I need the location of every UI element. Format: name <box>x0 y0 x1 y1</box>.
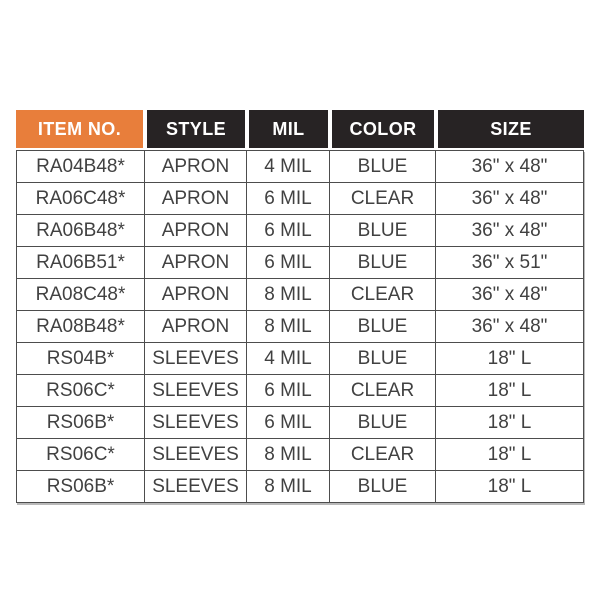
cell-size: 36" x 48" <box>436 151 583 182</box>
cell-item-no: RA06B48* <box>17 215 145 246</box>
cell-size: 36" x 48" <box>436 183 583 214</box>
column-header-color: COLOR <box>330 110 436 148</box>
cell-item-no: RS04B* <box>17 343 145 374</box>
column-header-style: STYLE <box>145 110 247 148</box>
cell-size: 18" L <box>436 375 583 406</box>
table-row <box>17 471 583 502</box>
table-row <box>17 183 583 215</box>
cell-item-no: RA08C48* <box>17 279 145 310</box>
cell-style: SLEEVES <box>145 375 247 406</box>
table-row <box>17 311 583 343</box>
cell-size: 18" L <box>436 407 583 438</box>
cell-color: CLEAR <box>330 183 436 214</box>
cell-style: APRON <box>145 183 247 214</box>
cell-color: CLEAR <box>330 439 436 470</box>
cell-style: SLEEVES <box>145 471 247 502</box>
cell-color: CLEAR <box>330 279 436 310</box>
cell-item-no: RS06C* <box>17 375 145 406</box>
table-row <box>17 215 583 247</box>
table-row <box>17 439 583 471</box>
table-row <box>17 343 583 375</box>
cell-item-no: RA06C48* <box>17 183 145 214</box>
cell-color: BLUE <box>330 311 436 342</box>
cell-size: 36" x 48" <box>436 311 583 342</box>
cell-color: BLUE <box>330 247 436 278</box>
column-header-size: SIZE <box>436 110 584 148</box>
cell-item-no: RA06B51* <box>17 247 145 278</box>
cell-size: 18" L <box>436 343 583 374</box>
cell-size: 36" x 48" <box>436 279 583 310</box>
cell-color: BLUE <box>330 215 436 246</box>
cell-size: 18" L <box>436 439 583 470</box>
cell-mil: 4 MIL <box>247 151 330 182</box>
table-row <box>17 151 583 183</box>
cell-color: CLEAR <box>330 375 436 406</box>
table-header-row <box>16 110 584 148</box>
cell-mil: 8 MIL <box>247 279 330 310</box>
cell-style: APRON <box>145 151 247 182</box>
cell-size: 36" x 48" <box>436 215 583 246</box>
product-spec-table <box>16 110 584 503</box>
cell-mil: 8 MIL <box>247 439 330 470</box>
table-body <box>16 150 584 503</box>
table-row <box>17 407 583 439</box>
cell-style: SLEEVES <box>145 439 247 470</box>
cell-color: BLUE <box>330 343 436 374</box>
column-header-item-no: ITEM NO. <box>16 110 145 148</box>
cell-item-no: RA08B48* <box>17 311 145 342</box>
cell-mil: 8 MIL <box>247 311 330 342</box>
table-row <box>17 279 583 311</box>
cell-style: SLEEVES <box>145 343 247 374</box>
table-row <box>17 375 583 407</box>
cell-size: 36" x 51" <box>436 247 583 278</box>
cell-mil: 6 MIL <box>247 183 330 214</box>
cell-mil: 4 MIL <box>247 343 330 374</box>
cell-item-no: RS06B* <box>17 471 145 502</box>
table-row <box>17 247 583 279</box>
column-header-mil: MIL <box>247 110 330 148</box>
cell-style: APRON <box>145 311 247 342</box>
cell-color: BLUE <box>330 151 436 182</box>
cell-mil: 6 MIL <box>247 247 330 278</box>
cell-item-no: RS06C* <box>17 439 145 470</box>
cell-mil: 6 MIL <box>247 215 330 246</box>
cell-mil: 6 MIL <box>247 375 330 406</box>
cell-mil: 8 MIL <box>247 471 330 502</box>
cell-color: BLUE <box>330 407 436 438</box>
cell-style: APRON <box>145 279 247 310</box>
cell-mil: 6 MIL <box>247 407 330 438</box>
cell-style: SLEEVES <box>145 407 247 438</box>
cell-item-no: RA04B48* <box>17 151 145 182</box>
cell-size: 18" L <box>436 471 583 502</box>
cell-style: APRON <box>145 215 247 246</box>
cell-color: BLUE <box>330 471 436 502</box>
cell-style: APRON <box>145 247 247 278</box>
cell-item-no: RS06B* <box>17 407 145 438</box>
